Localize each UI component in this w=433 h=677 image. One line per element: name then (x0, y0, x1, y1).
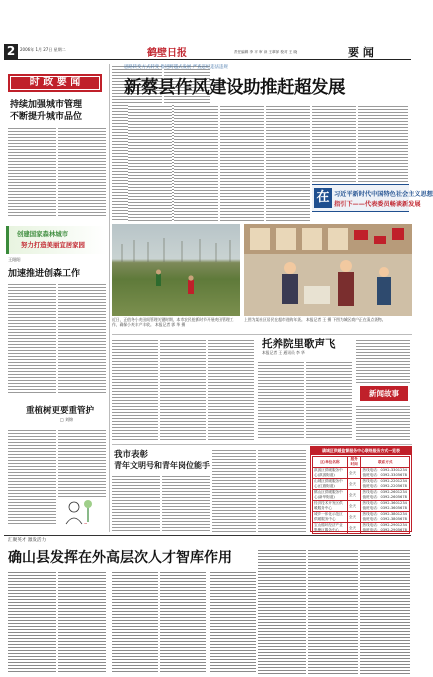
xinwengushi-body (356, 404, 410, 440)
table-cell: 全天 (347, 501, 361, 512)
shop-scene-icon (244, 224, 412, 316)
wobiao-body-col1 (112, 474, 160, 532)
lead-kicker: 思路转变方式转变 推进跨越式发展 严查违纪违法违规 (124, 65, 228, 70)
queshan-kicker: 汇聚英才 激发活力 (8, 538, 47, 543)
tuoyang-body-col1 (258, 360, 304, 440)
lead-body-col5 (312, 104, 356, 182)
table-cell: 宝山循环经济产业集聚区服务中心 (313, 523, 348, 534)
table-row (313, 490, 410, 501)
queshan-headline: 确山县发挥在外高层次人才智库作用 (8, 550, 232, 566)
date-line: 2006年 1月 27日 星期二 (20, 47, 66, 52)
shishi-body-col1 (8, 126, 56, 216)
table-cell: 城乡一体化示范区供暖服务中心 (313, 512, 348, 523)
table-cell: 全天 (347, 490, 361, 501)
shishi-headline-2: 不断提升城市品位 (10, 112, 83, 122)
divider (112, 334, 412, 335)
queshan-body-col7 (308, 548, 358, 674)
queshan-body-col5 (210, 570, 256, 674)
masthead (0, 0, 415, 60)
table-row (313, 479, 410, 490)
chuangjian-body-col2 (58, 282, 106, 394)
tuoyang-body-col3 (356, 338, 410, 384)
queshan-body-col2 (58, 570, 106, 674)
xijinping-line1: 习近平新时代中国特色社会主义思想 (334, 191, 433, 198)
table-cell: 鹤山区供暖服务中心(新华街道) (313, 490, 348, 501)
tuoyang-headline: 托养院里歌声飞 (262, 338, 336, 350)
chuangjian-banner-1: 创建国家森林城市 (17, 230, 69, 238)
wobiao-headline-1: 我市表彰 (114, 450, 149, 460)
table-cell: 全天 (347, 479, 361, 490)
table-cell: 经济技术开发区供暖服务中心 (313, 501, 348, 512)
table-row (313, 523, 410, 534)
divider (4, 535, 411, 536)
service-table-title: 确城区供暖监督服务中心联络服务方式一览表 (311, 447, 411, 455)
shop-photo-caption: 上图为某社区居民在超市选购年货。 本报记者 王 摄 下图为城区商户正在清点货物。 (244, 317, 386, 322)
table-header: 服务时间 (347, 457, 361, 468)
table-cell: 全天 (347, 512, 361, 523)
table-cell: 热线电话：0392-2901234 值班电话：0392-2905678 (361, 523, 410, 534)
divider (112, 444, 412, 445)
table-header: 区/单位名称 (313, 457, 348, 468)
tuoyang-body-col2 (306, 360, 352, 440)
zhongzhi-body-col2 (58, 428, 106, 498)
zhongzhi-body-col1 (8, 428, 56, 524)
table-cell: 热线电话：0392-2201234 值班电话：0392-2205678 (361, 479, 410, 490)
queshan-body-col3 (112, 570, 158, 674)
chuangjian-banner (6, 226, 106, 254)
xijinping-line2: 指引下——代表委员畅谈新发展 (334, 201, 421, 208)
section-title: 要 闻 (348, 46, 374, 59)
tuoyang-byline: 本报记者 王 通讯员 李 华 (262, 350, 305, 355)
shishi-label-box (8, 74, 102, 92)
table-cell: 热线电话：0392-3301234 值班电话：0392-3305678 (361, 468, 410, 479)
shishi-headline-1: 持续加强城市管理 (10, 100, 83, 110)
cartoon-illustration (60, 498, 106, 526)
table-header-row (313, 457, 410, 468)
zhongzhi-headline: 重植树更要重管护 (26, 406, 95, 416)
middle-lower-col2 (160, 338, 206, 442)
editor-line: 责任编辑 李 平 审 读 王翠萍 校对 王 晓 (234, 50, 298, 54)
table-cell: 山城区供暖服务中心(红旗街道) (313, 479, 348, 490)
service-table-grid (312, 456, 410, 534)
table-cell: 全天 (347, 523, 361, 534)
xijinping-badge: 在 (314, 188, 332, 208)
table-cell: 热线电话：0392-3601234 值班电话：0392-3605678 (361, 501, 410, 512)
divider (109, 224, 110, 532)
page-number: 2 (4, 44, 18, 59)
masthead-rule (4, 59, 411, 60)
wobiao-headline-2: 青年文明号和青年岗位能手 (114, 460, 210, 470)
shishi-label: 时 政 要 闻 (10, 76, 100, 90)
chuangjian-banner-2: 努力打造美丽宜居家园 (21, 241, 85, 249)
lead-headline: 新蔡县作风建设助推赶超发展 (124, 78, 345, 98)
table-cell: 淇滨区供暖服务中心(淇滨街道) (313, 468, 348, 479)
queshan-body-col4 (160, 570, 206, 674)
queshan-body-col1 (8, 570, 56, 674)
wobiao-body-col2 (162, 474, 210, 532)
divider (109, 64, 110, 224)
shop-photo (244, 224, 412, 316)
lead-body-col2 (174, 104, 218, 222)
service-table-box (310, 446, 412, 532)
middle-lower-col3 (208, 338, 254, 442)
table-row (313, 512, 410, 523)
chuangjian-body-col1 (8, 282, 56, 394)
chuangjian-byline: 王阳阳 (8, 257, 21, 262)
xijinping-banner (312, 184, 433, 212)
zhongzhi-byline: □ 刘锦 (60, 417, 74, 422)
wobiao-body-col3 (212, 448, 256, 532)
service-table (312, 456, 410, 534)
queshan-body-col8 (360, 548, 410, 674)
table-cell: 全天 (347, 468, 361, 479)
lead-body-col3 (220, 104, 264, 222)
wobiao-body-col4 (258, 448, 306, 532)
cartoon-figure-icon (60, 498, 106, 526)
paper-logo: 鹤壁日报 (147, 48, 187, 59)
queshan-body-col6 (258, 548, 306, 674)
table-cell: 热线电话：0392-3801234 值班电话：0392-3805678 (361, 512, 410, 523)
middle-lower-col1 (112, 338, 158, 442)
xinwengushi-label: 新闻故事 (360, 386, 408, 401)
shishi-body-col2 (58, 126, 106, 216)
svg-text:~: ~ (84, 521, 88, 526)
farm-photo-caption: 近日，正值冬小麦田间管理关键时期，本市农民抢抓时节开展麦田管理工作，确保小麦丰产丰收。 本报记者 郭 华 摄 (112, 317, 234, 327)
lead-body-col1 (128, 104, 172, 222)
table-cell: 热线电话：0392-2601234 值班电话：0392-2605678 (361, 490, 410, 501)
lead-body-col6 (358, 104, 408, 182)
table-row (313, 468, 410, 479)
table-header: 联系方式 (361, 457, 410, 468)
table-row (313, 501, 410, 512)
farm-scene-icon (112, 224, 240, 316)
farm-photo (112, 224, 240, 316)
lead-body-col4 (266, 104, 310, 222)
chuangjian-headline: 加速推进创森工作 (8, 269, 81, 279)
